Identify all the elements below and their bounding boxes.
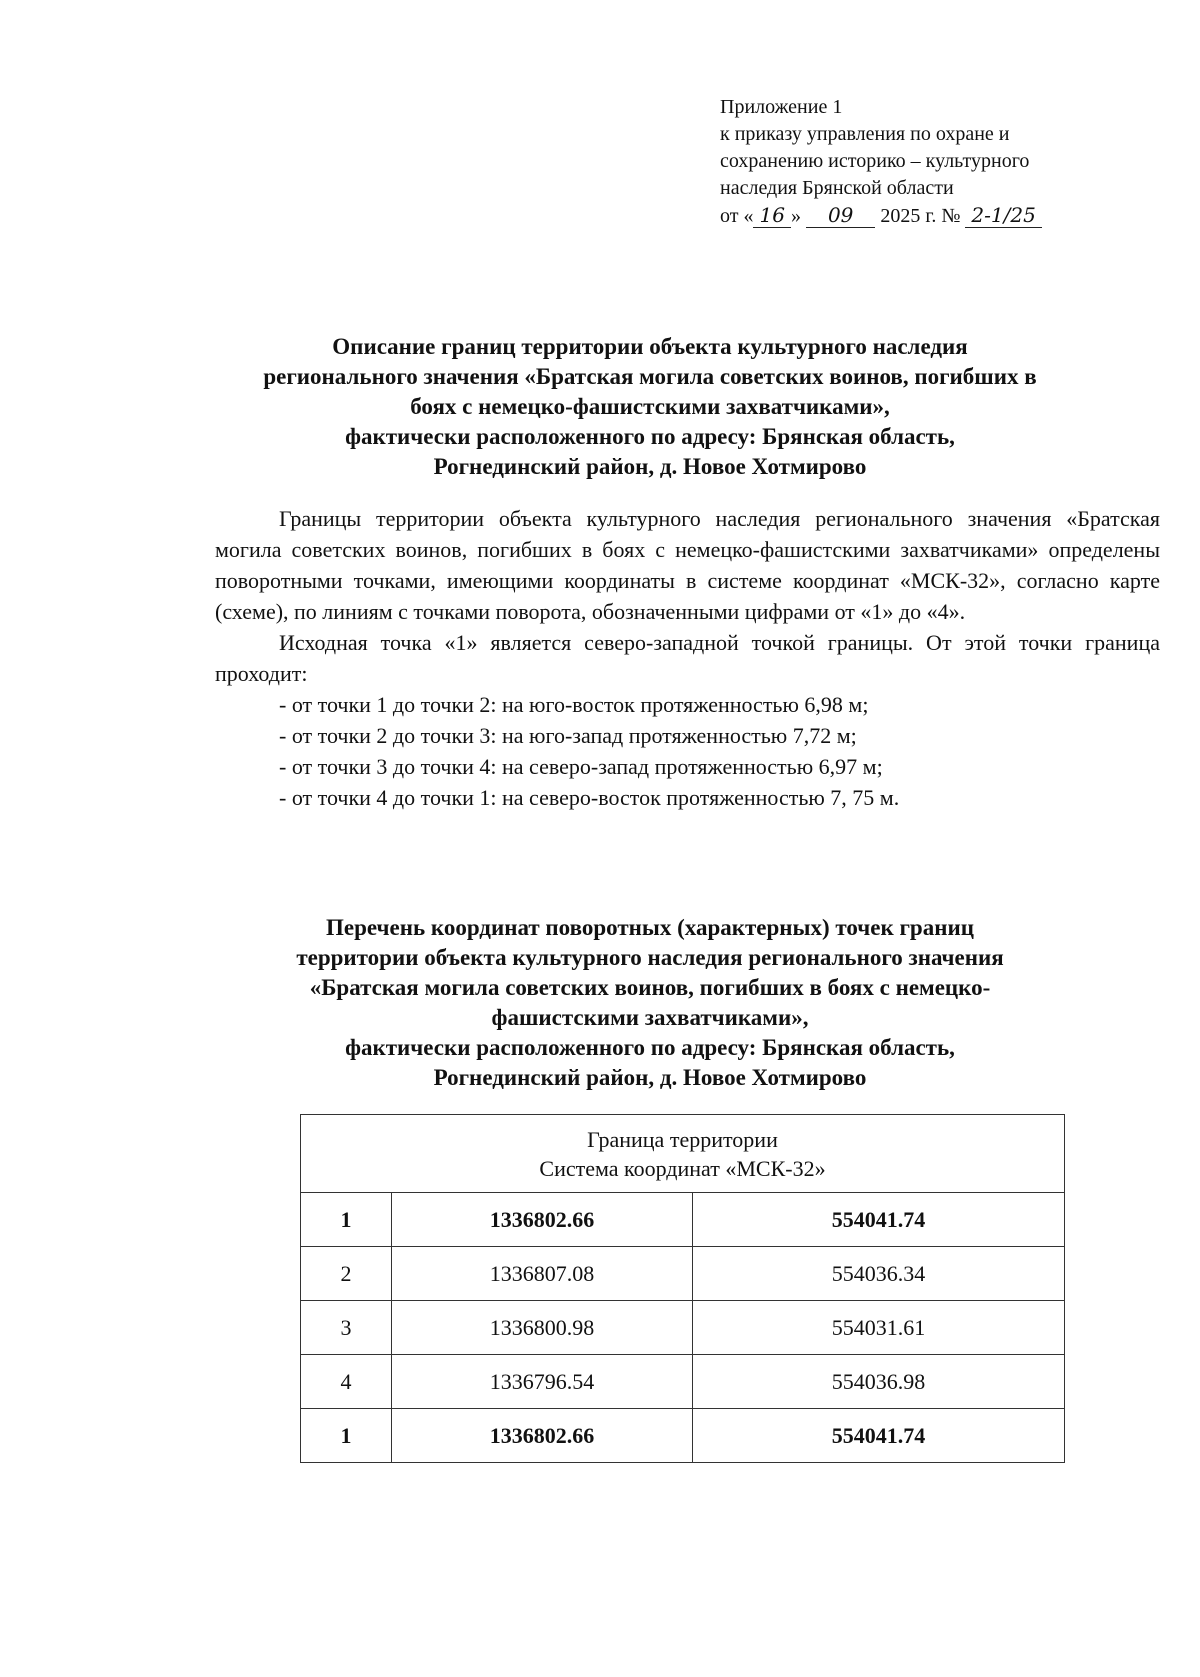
point-number-cell: 2 — [301, 1247, 392, 1301]
table-header — [301, 1115, 1065, 1193]
heading-line: Рогнединский район, д. Новое Хотмирово — [433, 1065, 867, 1090]
date-mid: » — [790, 205, 801, 227]
y-coordinate-cell: 554036.98 — [693, 1355, 1065, 1409]
x-coordinate-cell: 1336796.54 — [392, 1355, 693, 1409]
point-number-cell: 3 — [301, 1301, 392, 1355]
heading-line: Описание границ территории объекта культурного наследия — [332, 334, 968, 359]
point-number-cell: 1 — [301, 1409, 392, 1463]
annex-date-row — [720, 202, 1126, 230]
handwritten-month: 09 — [806, 203, 875, 228]
handwritten-number: 2-1/25 — [965, 203, 1041, 228]
list-item: - от точки 3 до точки 4: на северо-запад протяженностью 6,97 м; — [279, 754, 883, 779]
boundary-segments-list — [215, 689, 1160, 813]
paragraph-boundaries: Границы территории объекта культурного наследия регионального значения «Братская могила советских воинов, погибших в боях с немецко-фашистскими захватчиками» определены поворотными точками, имеющими координаты в системе координат «МСК-32», согласно карте (схеме), по линиям с точками поворота, обозначенными цифрами от «1» до «4». — [215, 506, 1160, 624]
table-row — [301, 1193, 1065, 1247]
y-coordinate-cell: 554036.34 — [693, 1247, 1065, 1301]
point-number-cell: 4 — [301, 1355, 392, 1409]
annex-line: наследия Брянской области — [720, 177, 954, 199]
heading-line: фашистскими захватчиками», — [491, 1005, 809, 1030]
annex-line: к приказу управления по охране и — [720, 123, 1010, 145]
x-coordinate-cell: 1336800.98 — [392, 1301, 693, 1355]
coordinates-list-heading — [150, 913, 1150, 1093]
table-header-title: Граница территории — [587, 1126, 778, 1152]
year-text: 2025 г. № — [880, 205, 961, 227]
y-coordinate-cell: 554041.74 — [693, 1193, 1065, 1247]
paragraph-origin-point: Исходная точка «1» является северо-западной точкой границы. От этой точки граница проходит: — [215, 630, 1160, 686]
x-coordinate-cell: 1336807.08 — [392, 1247, 693, 1301]
description-body — [215, 503, 1160, 813]
table-header-row — [301, 1115, 1065, 1193]
annex-line: сохранению историко – культурного — [720, 150, 1030, 172]
heading-line: боях с немецко-фашистскими захватчиками», — [410, 394, 890, 419]
list-item: - от точки 2 до точки 3: на юго-запад протяженностью 7,72 м; — [279, 723, 857, 748]
heading-line: Рогнединский район, д. Новое Хотмирово — [433, 454, 867, 479]
annex-block — [720, 94, 1126, 230]
table-row — [301, 1355, 1065, 1409]
coordinates-table — [300, 1114, 1065, 1463]
heading-line: «Братская могила советских воинов, погибших в боях с немецко- — [309, 975, 991, 1000]
list-item: - от точки 1 до точки 2: на юго-восток протяженностью 6,98 м; — [279, 692, 869, 717]
heading-line: фактически расположенного по адресу: Брянская область, — [345, 1035, 955, 1060]
point-number-cell: 1 — [301, 1193, 392, 1247]
heading-line: фактически расположенного по адресу: Брянская область, — [345, 424, 955, 449]
heading-line: регионального значения «Братская могила советских воинов, погибших в — [263, 364, 1037, 389]
heading-line: территории объекта культурного наследия регионального значения — [296, 945, 1004, 970]
table-row — [301, 1409, 1065, 1463]
table-row — [301, 1301, 1065, 1355]
table-row — [301, 1247, 1065, 1301]
x-coordinate-cell: 1336802.66 — [392, 1409, 693, 1463]
date-prefix: от « — [720, 205, 754, 227]
list-item: - от точки 4 до точки 1: на северо-восток протяженностью 7, 75 м. — [279, 785, 900, 810]
y-coordinate-cell: 554041.74 — [693, 1409, 1065, 1463]
x-coordinate-cell: 1336802.66 — [392, 1193, 693, 1247]
boundary-description-heading — [150, 332, 1150, 482]
heading-line: Перечень координат поворотных (характерных) точек границ — [326, 915, 974, 940]
table-header-system: Система координат «МСК-32» — [539, 1155, 826, 1181]
handwritten-day: 16 — [753, 203, 790, 228]
annex-title: Приложение 1 — [720, 96, 843, 118]
y-coordinate-cell: 554031.61 — [693, 1301, 1065, 1355]
